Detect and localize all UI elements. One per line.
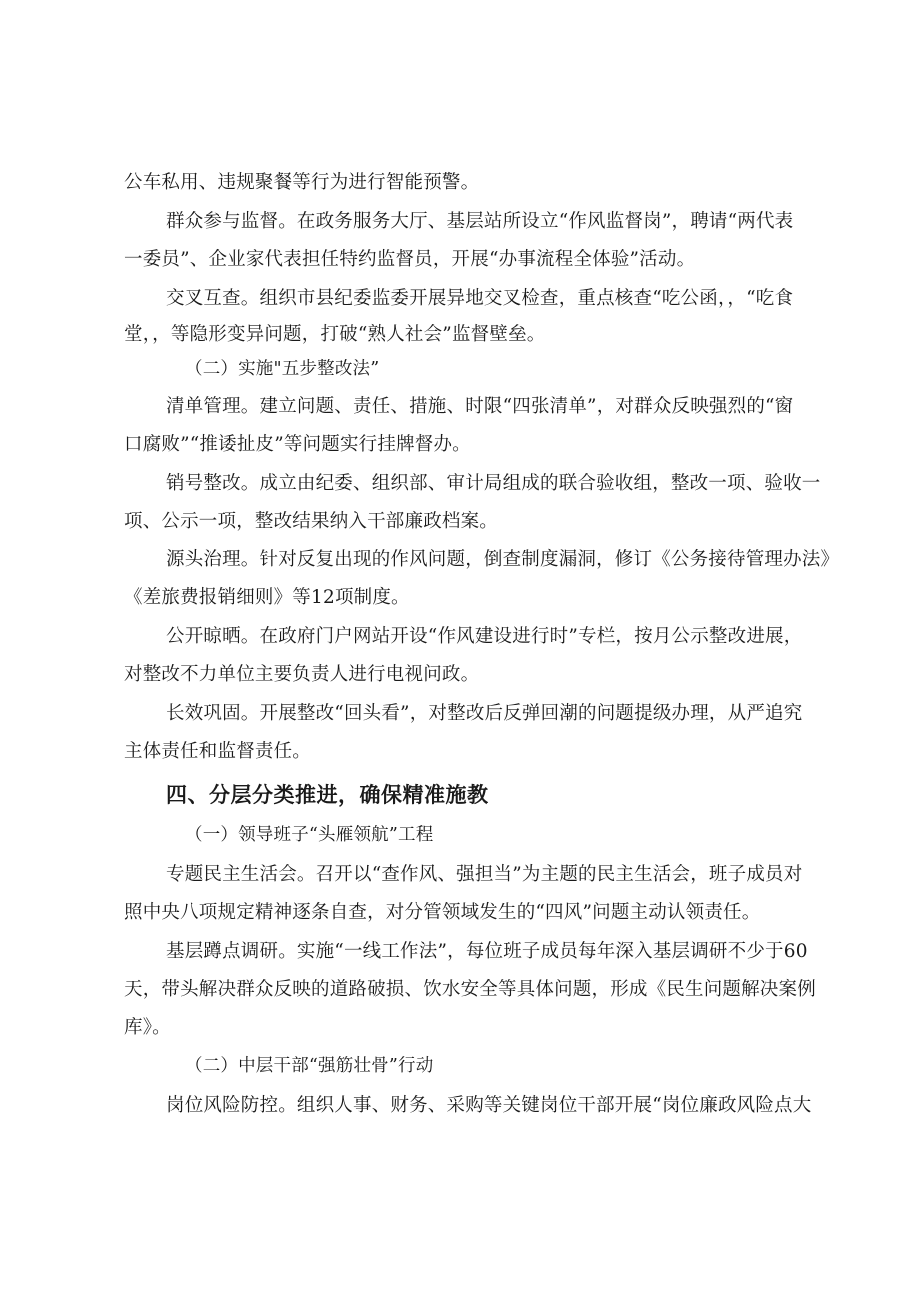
paragraph-line: 《差旅费报销细则》等12项制度。 [124, 587, 410, 608]
paragraph-line: 基层蹲点调研。实施“一线工作法”，每位班子成员每年深入基层调研不少于60 [166, 941, 808, 962]
paragraph-line: 照中央八项规定精神逐条自查，对分管领域发生的“四风”问题主动认领责任。 [124, 902, 761, 923]
paragraph-line: 源头治理。针对反复出现的作风问题，倒查制度漏洞，修订《公务接待管理办法》 [166, 549, 840, 570]
paragraph-line: 天，带头解决群众反映的道路破损、饮水安全等具体问题，形成《民生问题解决案例 [124, 979, 816, 1000]
section-subheading: （一）领导班子“头雁领航”工程 [185, 825, 434, 845]
section-subheading: （二）实施"五步整改法” [185, 359, 380, 379]
paragraph-line: 长效巩固。开展整改“回头看”，对整改后反弹回潮的问题提级办理，从严追究 [166, 703, 803, 724]
paragraph-line: 公车私用、违规聚餐等行为进行智能预警。 [124, 172, 480, 193]
paragraph-line: 清单管理。建立问题、责任、措施、时限“四张清单”，对群众反映强烈的“窗 [166, 396, 794, 417]
paragraph-line: 交叉互查。组织市县纪委监委开展异地交叉检查，重点核查“吃公函，，“吃食 [166, 288, 794, 309]
paragraph-line: 对整改不力单位主要负责人进行电视问政。 [124, 664, 480, 685]
paragraph-line: 岗位风险防控。组织人事、财务、采购等关键岗位干部开展“岗位廉政风险点大 [166, 1095, 812, 1116]
paragraph-line: 堂，，等隐形变异问题，打破“熟人社会”监督壁垒。 [124, 324, 546, 345]
paragraph-line: 销号整改。成立由纪委、组织部、审计局组成的联合验收组，整改一项、验收一 [166, 473, 821, 494]
paragraph-line: 公开晾晒。在政府门户网站开设“作风建设进行时”专栏，按月公示整改进展， [166, 626, 803, 647]
paragraph-line: 群众参与监督。在政务服务大厅、基层站所设立“作风监督岗”，聘请“两代表 [166, 211, 794, 232]
section-subheading: （二）中层干部“强筋壮骨”行动 [185, 1056, 434, 1076]
paragraph-line: 主体责任和监督责任。 [124, 741, 312, 762]
paragraph-line: 一委员”、企业家代表担任特约监督员，开展“办事流程全体验”活动。 [124, 249, 696, 270]
paragraph-line: 库》。 [124, 1017, 171, 1038]
paragraph-line: 专题民主生活会。召开以“查作风、强担当”为主题的民主生活会，班子成员对 [166, 864, 803, 885]
section-heading: 四、分层分类推进，确保精准施教 [166, 783, 489, 807]
paragraph-line: 项、公示一项，整改结果纳入干部廉政档案。 [124, 511, 499, 532]
paragraph-line: 口腐败”“推诿扯皮”等问题实行挂牌督办。 [124, 434, 471, 455]
